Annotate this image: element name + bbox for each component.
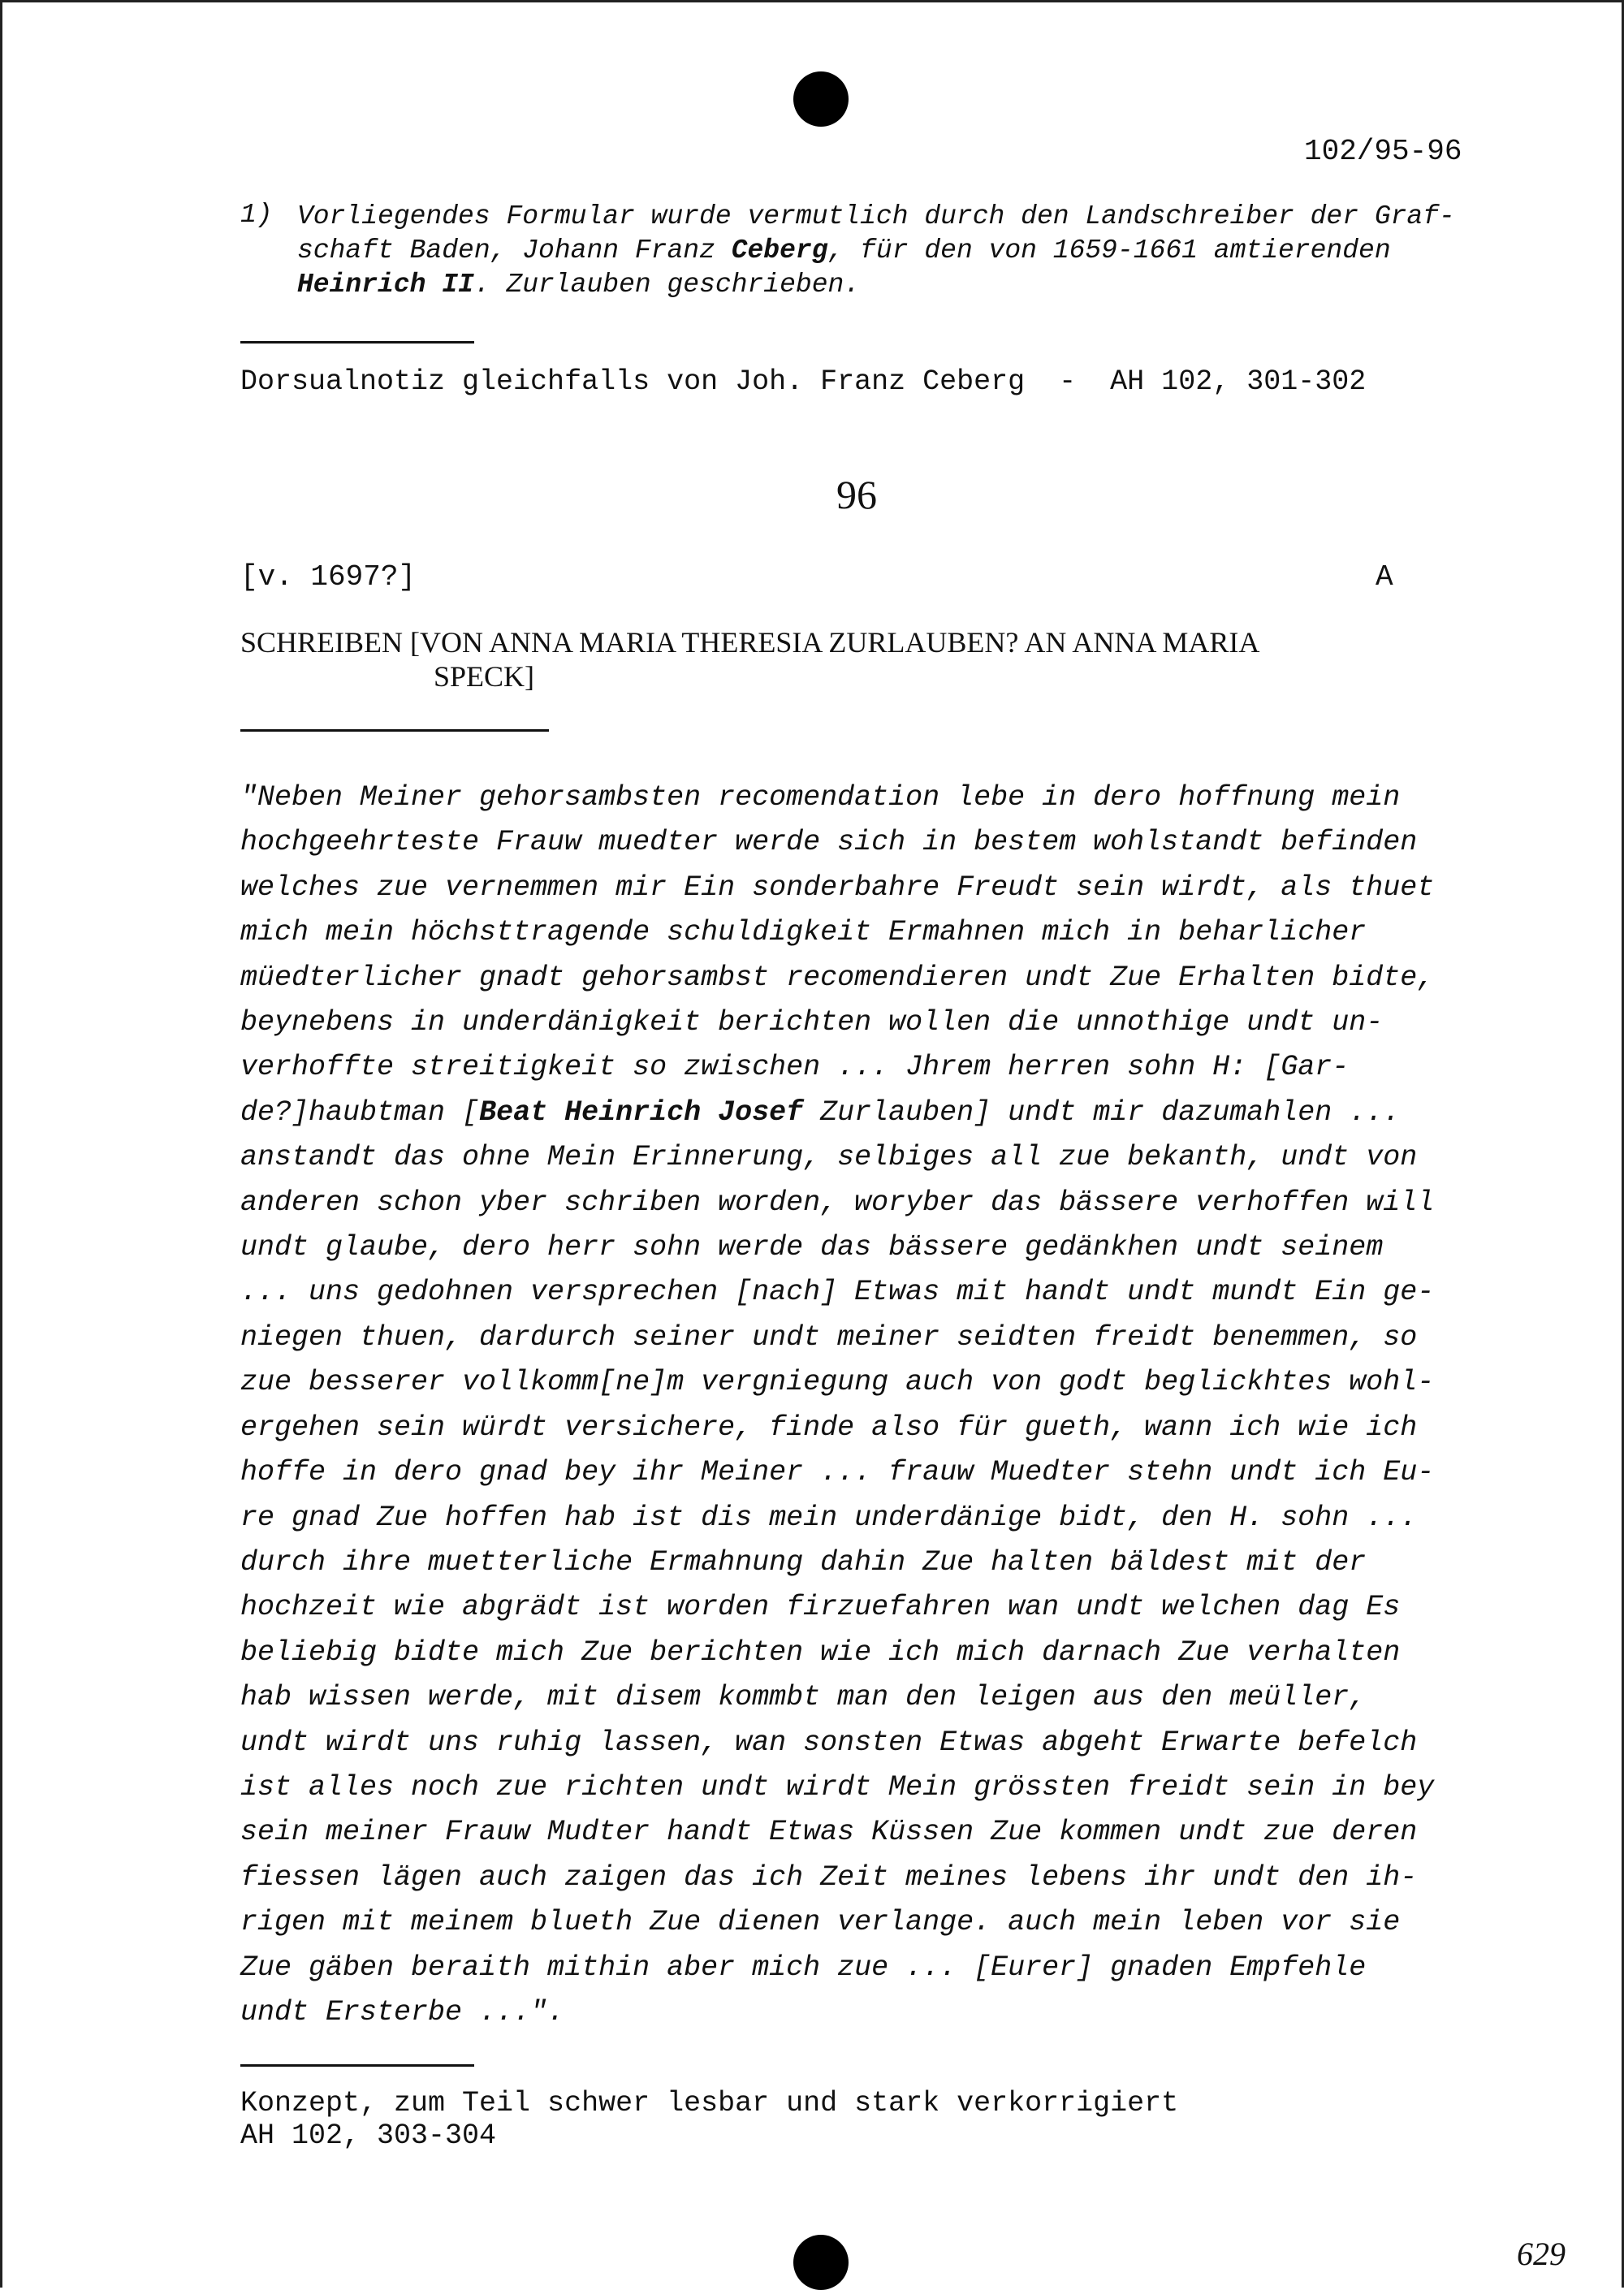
body-line: undt wirdt uns ruhig lassen, wan sonsten Etwas abgeht Erwarte befelch	[240, 1726, 1418, 1759]
body-line: verhoffte streitigkeit so zwischen ... Jhrem herren sohn H: [Gar-	[240, 1051, 1350, 1084]
footnote-name-ceberg: Ceberg	[731, 235, 828, 266]
body-line: hochgeehrteste Frauw muedter werde sich in bestem wohlstandt befinden	[240, 826, 1418, 859]
footnote-line-3-end: . Zurlauben geschrieben.	[473, 270, 861, 300]
source-note	[240, 2087, 1458, 2152]
handwritten-page-number: 629	[1517, 2236, 1566, 2272]
body-line: Zue gäben beraith mithin aber mich zue ... [Eurer] gnaden Empfehle	[240, 1951, 1367, 1984]
body-line: hoffe in dero gnad bey ihr Meiner ... frauw Muedter stehn undt ich Eu-	[240, 1456, 1435, 1489]
punch-hole-top	[793, 71, 849, 127]
body-line: fiessen lägen auch zaigen das ich Zeit meines lebens ihr undt den ih-	[240, 1860, 1418, 1894]
heading-line-1: SCHREIBEN [VON ANNA MARIA THERESIA ZURLAUBEN? AN ANNA MARIA	[240, 626, 1260, 659]
body-line: undt Ersterbe ...".	[240, 1995, 565, 2029]
body-line: niegen thuen, dardurch seiner undt meiner seidten freidt benemmen, so	[240, 1320, 1418, 1354]
body-line-with-name	[240, 1091, 1507, 1135]
source-note-line-1: Konzept, zum Teil schwer lesbar und stark verkorrigiert	[240, 2087, 1179, 2119]
footnote-line-2-start: schaft Baden, Johann Franz	[297, 235, 732, 266]
body-line: anstandt das ohne Mein Erinnerung, selbiges all zue bekanth, undt von	[240, 1141, 1418, 1174]
body-line-8-start: de?]haubtman [	[240, 1095, 480, 1129]
body-line: anderen schon yber schriben worden, woryber das bässere verhoffen will	[240, 1186, 1435, 1219]
body-line: mich mein höchsttragende schuldigkeit Ermahnen mich in beharlicher	[240, 916, 1367, 949]
body-line: hochzeit wie abgrädt ist worden firzuefahren wan undt welchen dag Es	[240, 1591, 1401, 1624]
footnote-line-1: Vorliegendes Formular wurde vermutlich durch den Landschreiber der Graf-	[297, 201, 1455, 231]
page-border-left	[0, 0, 2, 2288]
dorsual-note: Dorsualnotiz gleichfalls von Joh. Franz Ceberg - AH 102, 301-302	[240, 365, 1367, 398]
body-line: ... uns gedohnen versprechen [nach] Etwas mit handt undt mundt Ein ge-	[240, 1276, 1435, 1309]
body-line: welches zue vernemmen mir Ein sonderbahre Freudt sein wirdt, als thuet	[240, 871, 1435, 904]
document-category: A	[1376, 560, 1393, 594]
document-date: [v. 1697?]	[240, 560, 417, 594]
body-line: beynebens in underdänigkeit berichten wollen die unnothige undt un-	[240, 1006, 1384, 1039]
body-name-beat-heinrich-josef: Beat Heinrich Josef	[479, 1095, 804, 1129]
punch-hole-bottom	[793, 2235, 849, 2290]
divider-rule-2	[240, 729, 549, 732]
footnote-line-2-end: , für den von 1659-1661 amtierenden	[827, 235, 1391, 266]
body-line: re gnad Zue hoffen hab ist dis mein underdänige bidt, den H. sohn ...	[240, 1501, 1418, 1534]
body-line: ist alles noch zue richten undt wirdt Mein grössten freidt sein in bey	[240, 1770, 1435, 1804]
body-line: ergehen sein würdt versichere, finde also für gueth, wann ich wie ich	[240, 1411, 1418, 1444]
document-number: 96	[836, 472, 877, 517]
letter-body	[240, 776, 1507, 2035]
footnote-marker: 1)	[240, 200, 273, 230]
divider-rule-3	[240, 2064, 474, 2067]
body-line: sein meiner Frauw Mudter handt Etwas Küssen Zue kommen undt zue deren	[240, 1816, 1418, 1849]
divider-rule-1	[240, 341, 474, 344]
body-line: hab wissen werde, mit disem kommbt man den leigen aus den meüller,	[240, 1681, 1367, 1714]
footnote-text	[297, 200, 1507, 302]
body-line: undt glaube, dero herr sohn werde das bässere gedänkhen undt seinem	[240, 1231, 1384, 1264]
body-line: durch ihre muetterliche Ermahnung dahin Zue halten bäldest mit der	[240, 1545, 1367, 1579]
footnote-name-heinrich: Heinrich II	[297, 270, 474, 300]
body-line: zue besserer vollkomm[ne]m vergniegung auch von godt beglickhtes wohl-	[240, 1366, 1435, 1399]
body-line: rigen mit meinem blueth Zue dienen verlange. auch mein leben vor sie	[240, 1906, 1401, 1939]
body-line: "Neben Meiner gehorsambsten recomendation lebe in dero hoffnung mein	[240, 781, 1401, 814]
source-note-line-2: AH 102, 303-304	[240, 2119, 497, 2152]
reference-number: 102/95-96	[1304, 135, 1462, 168]
body-line: müedterlicher gnadt gehorsambst recomendieren undt Zue Erhalten bidte,	[240, 961, 1435, 994]
document-heading	[240, 625, 1507, 693]
heading-line-2: SPECK]	[434, 660, 535, 693]
body-line-8-end: Zurlauben] undt mir dazumahlen ...	[803, 1095, 1401, 1129]
page-border-top	[0, 0, 1624, 2]
body-line: beliebig bidte mich Zue berichten wie ich mich darnach Zue verhalten	[240, 1635, 1401, 1669]
